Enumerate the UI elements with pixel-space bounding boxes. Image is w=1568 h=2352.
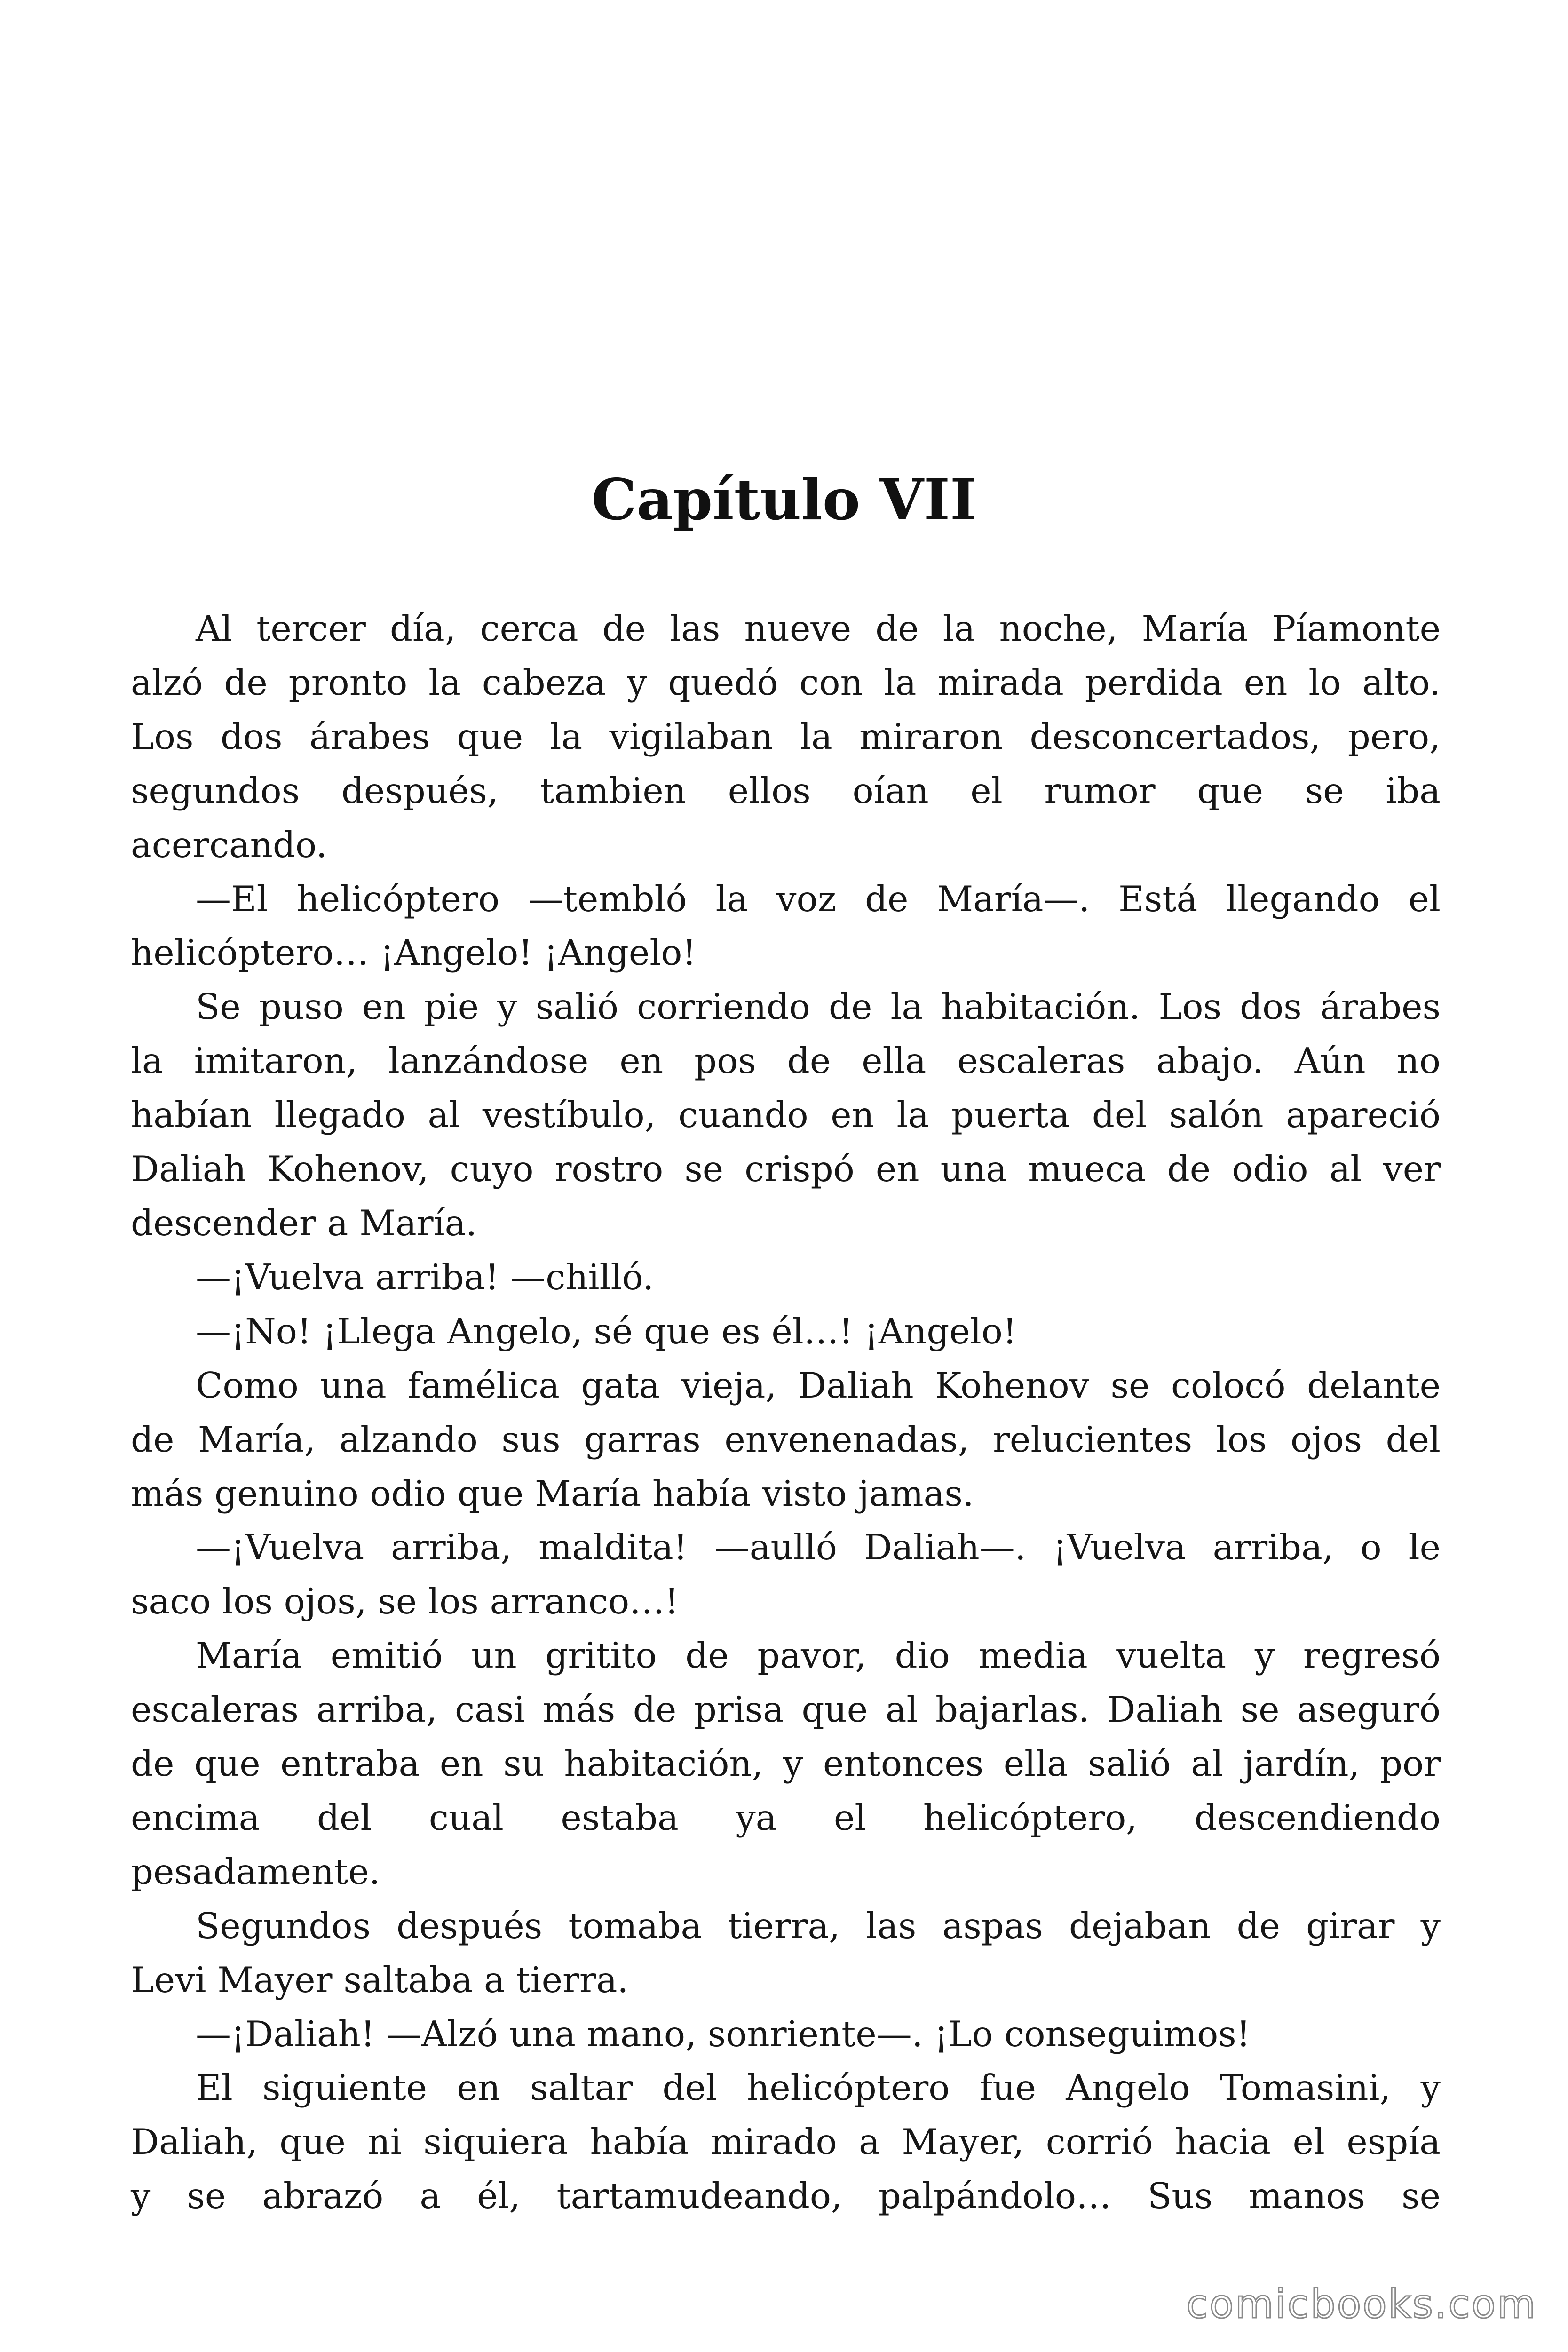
paragraph (131, 980, 1441, 1250)
text-line: de María, alzando sus garras envenenadas, relucientes los ojos del (131, 1418, 1441, 1460)
text-line: Levi Mayer saltaba a tierra. (131, 1959, 629, 2001)
paragraph (131, 1359, 1441, 1521)
text-line: Segundos después tomaba tierra, las aspas dejaban de girar y (196, 1905, 1441, 1947)
text-line: alzó de pronto la cabeza y quedó con la mirada perdida en lo alto. (131, 661, 1441, 703)
text-line: Como una famélica gata vieja, Daliah Kohenov se colocó delante (196, 1364, 1441, 1406)
text-line: acercando. (131, 824, 327, 866)
text-line: descender a María. (131, 1202, 477, 1244)
paragraph (131, 2061, 1441, 2223)
text-line: El siguiente en saltar del helicóptero fue Angelo Tomasini, y (196, 2067, 1441, 2109)
text-line: María emitió un gritito de pavor, dio media vuelta y regresó (196, 1635, 1441, 1677)
text-line: de que entraba en su habitación, y entonces ella salió al jardín, por (131, 1743, 1441, 1785)
dialogue-paragraph (131, 1520, 1441, 1629)
text-line: —¡No! ¡Llega Angelo, sé que es él…! ¡Angelo! (196, 1310, 1017, 1352)
text-line: Daliah Kohenov, cuyo rostro se crispó en una mueca de odio al ver (131, 1148, 1441, 1190)
watermark: comicbooks.com (1186, 2281, 1537, 2327)
dialogue-paragraph (131, 2007, 1441, 2061)
paragraph (131, 1899, 1441, 2007)
text-line: y se abrazó a él, tartamudeando, palpándolo… Sus manos se (131, 2175, 1441, 2217)
text-line: más genuino odio que María había visto jamas. (131, 1472, 974, 1514)
text-line: encima del cual estaba ya el helicóptero, descendiendo (131, 1796, 1441, 1838)
text-line: segundos después, tambien ellos oían el rumor que se iba (131, 770, 1441, 811)
paragraph (131, 1629, 1441, 1899)
dialogue-paragraph (131, 872, 1441, 980)
chapter-title: Capítulo VII (591, 467, 977, 533)
text-line: pesadamente. (131, 1851, 380, 1892)
text-line: habían llegado al vestíbulo, cuando en la puerta del salón apareció (131, 1094, 1441, 1136)
text-line: —¡Daliah! —Alzó una mano, sonriente—. ¡Lo conseguimos! (196, 2013, 1251, 2055)
dialogue-paragraph (131, 1250, 1441, 1304)
paragraph (131, 602, 1441, 872)
text-line: escaleras arriba, casi más de prisa que al bajarlas. Daliah se aseguró (131, 1689, 1441, 1731)
text-line: Los dos árabes que la vigilaban la miraron desconcertados, pero, (131, 715, 1441, 757)
text-line: —¡Vuelva arriba, maldita! —aulló Daliah—. ¡Vuelva arriba, o le (196, 1526, 1441, 1568)
text-line: —¡Vuelva arriba! —chilló. (196, 1256, 654, 1298)
text-line: Se puso en pie y salió corriendo de la habitación. Los dos árabes (196, 986, 1441, 1028)
text-line: —El helicóptero —tembló la voz de María—. Está llegando el (196, 878, 1441, 920)
dialogue-paragraph (131, 1304, 1441, 1359)
text-line: Al tercer día, cerca de las nueve de la noche, María Píamonte (196, 608, 1441, 649)
chapter-body (131, 602, 1441, 2223)
text-line: la imitaron, lanzándose en pos de ella escaleras abajo. Aún no (131, 1040, 1441, 1082)
text-line: Daliah, que ni siquiera había mirado a Mayer, corrió hacia el espía (131, 2121, 1441, 2163)
text-line: helicóptero… ¡Angelo! ¡Angelo! (131, 932, 697, 974)
text-line: saco los ojos, se los arranco…! (131, 1581, 679, 1622)
